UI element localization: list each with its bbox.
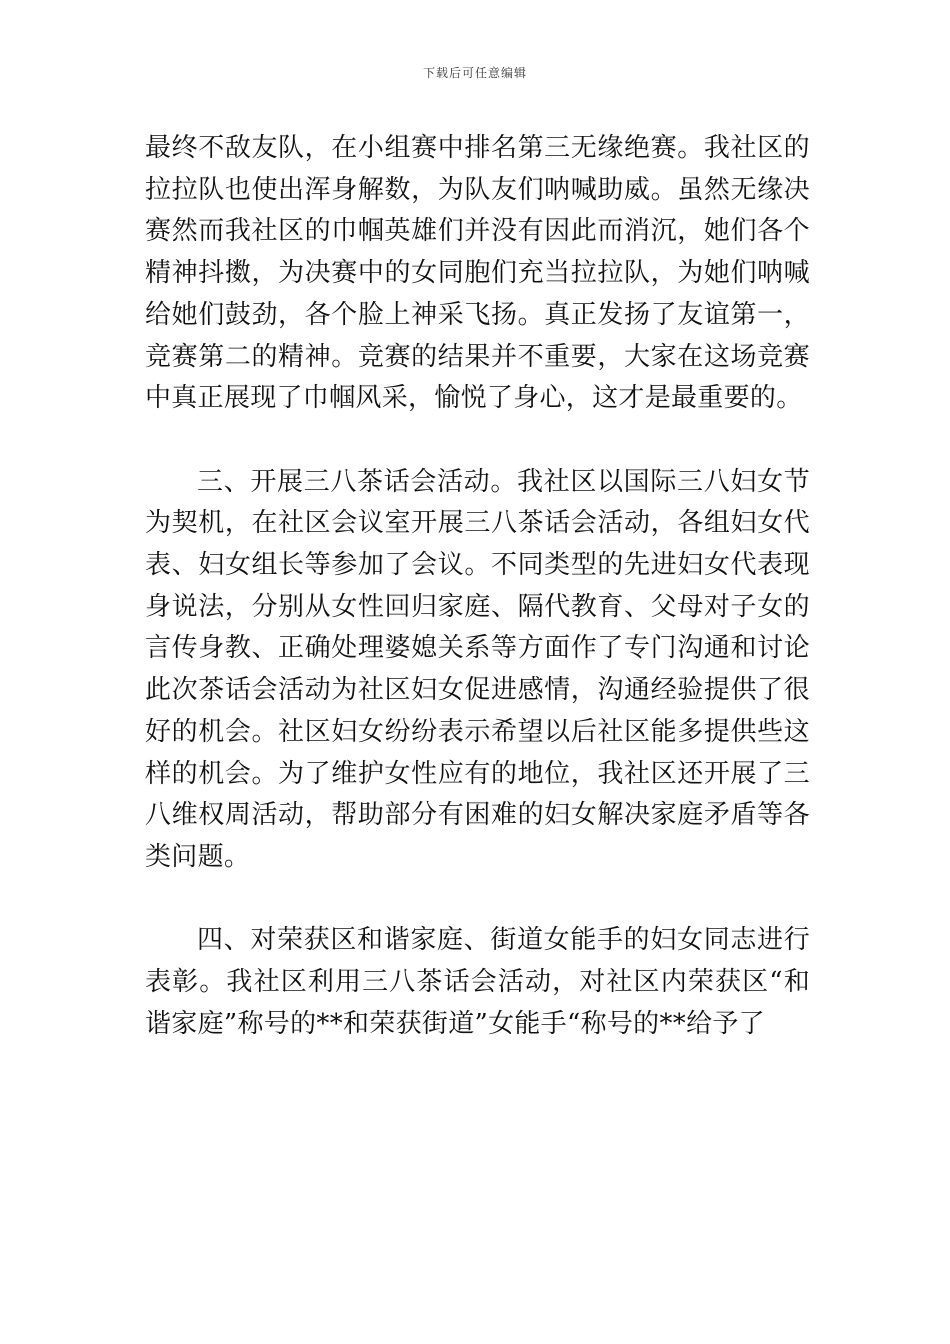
document-body [145, 128, 810, 1045]
paragraph-section-four: 四、对荣获区和谐家庭、街道女能手的妇女同志进行表彰。我社区利用三八茶话会活动，对社区内荣获区“和谐家庭”称号的**和荣获街道”女能手“称号的**给予了 [145, 925, 810, 1039]
page-header: 下载后可任意编辑 [422, 66, 527, 80]
paragraph-section-three: 三、开展三八茶话会活动。我社区以国际三八妇女节为契机，在社区会议室开展三八茶话会活动，各组妇女代表、妇女组长等参加了会议。不同类型的先进妇女代表现身说法，分别从女性回归家庭、隔代教育、父母对子女的言传身教、正确处理婆媳关系等方面作了专门沟通和讨论此次茶话会活动为社区妇女促进感情，沟通经验提供了很好的机会。社区妇女纷纷表示希望以后社区能多提供些这样的机会。为了维护女性应有的地位，我社区还开展了三八维权周活动，帮助部分有困难的妇女解决家庭矛盾等各类问题。 [145, 466, 810, 872]
paragraph-continuation: 最终不敌友队，在小组赛中排名第三无缘绝赛。我社区的拉拉队也使出浑身解数，为队友们呐喊助威。虽然无缘决赛然而我社区的巾帼英雄们并没有因此而消沉，她们各个精神抖擞，为决赛中的女同胞们充当拉拉队，为她们呐喊给她们鼓劲，各个脸上神采飞扬。真正发扬了友谊第一，竞赛第二的精神。竞赛的结果并不重要，大家在这场竞赛中真正展现了巾帼风采，愉悦了身心，这才是最重要的。 [145, 133, 810, 414]
